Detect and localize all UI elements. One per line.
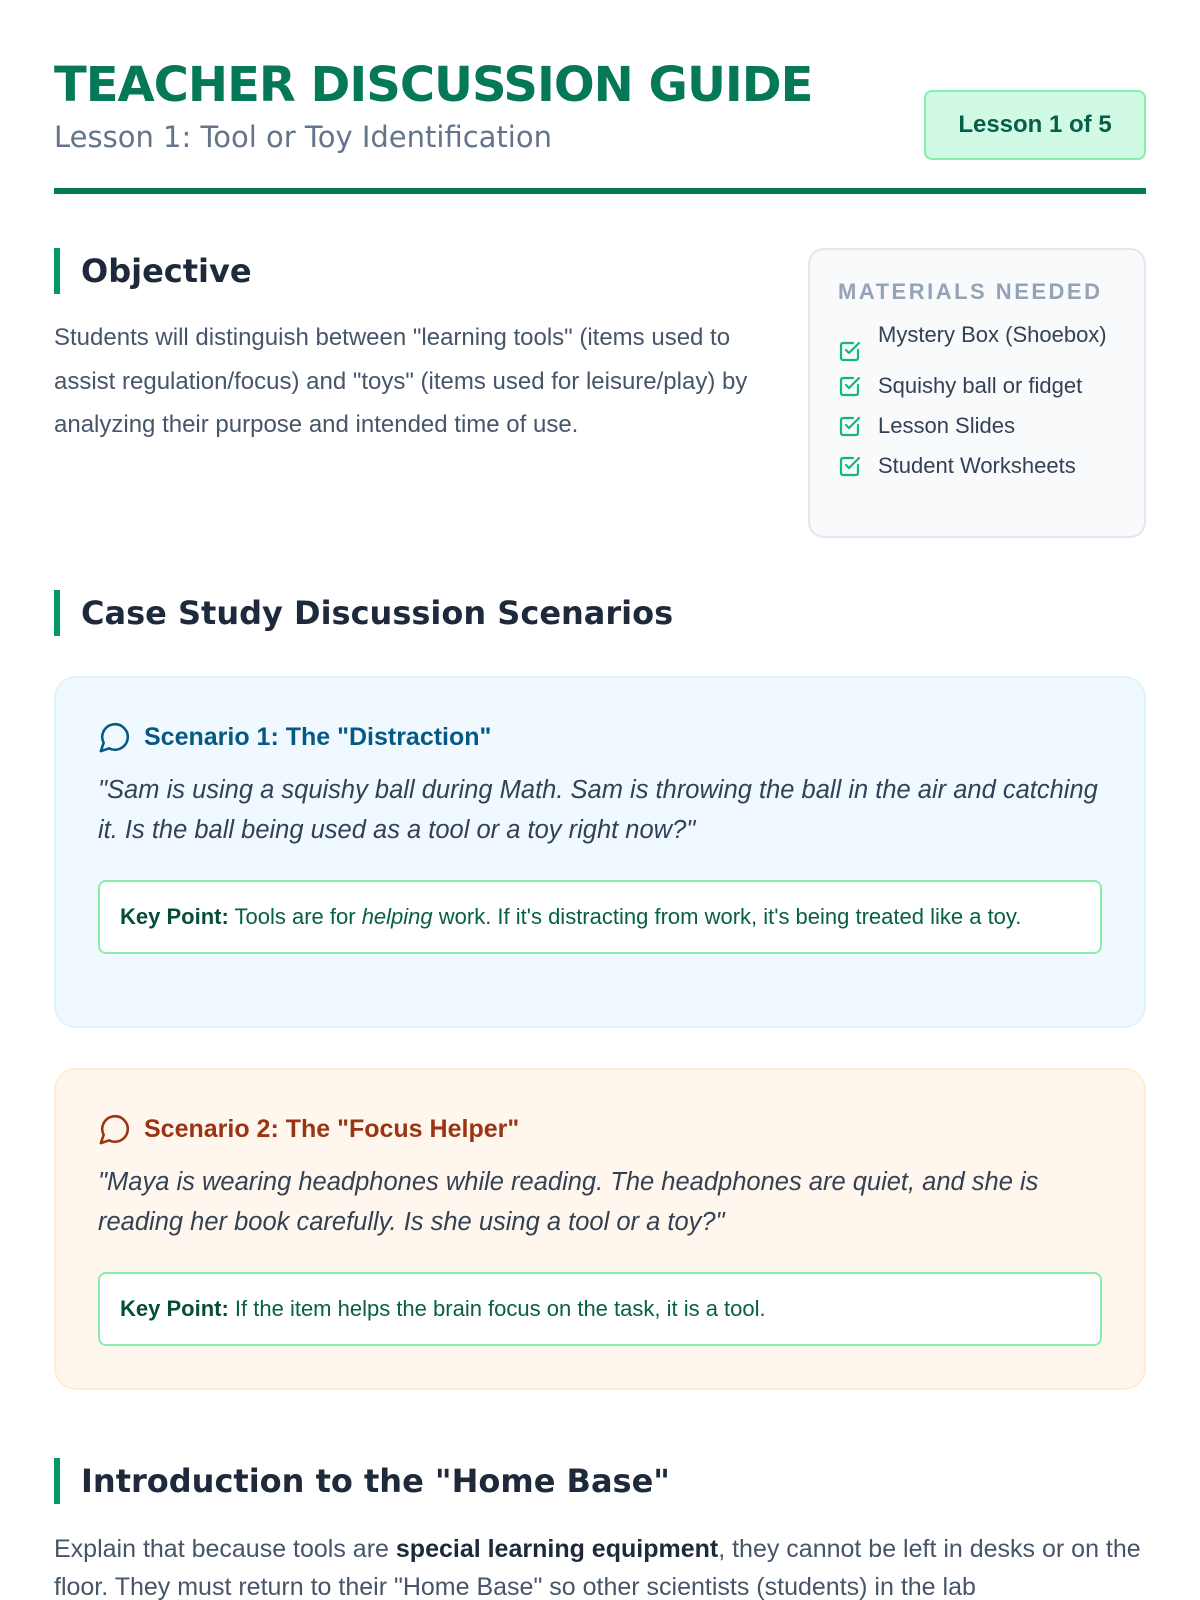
key-point-text: If the item helps the brain focus on the task, it is a tool. xyxy=(228,1296,766,1321)
checkbox-check-icon xyxy=(838,454,862,478)
key-point-label: Key Point: xyxy=(120,904,229,929)
key-point-text: Tools are for xyxy=(228,904,362,929)
case-study-heading: Case Study Discussion Scenarios xyxy=(54,590,1146,636)
objective-column xyxy=(54,248,754,447)
materials-item xyxy=(838,409,1118,443)
materials-item-label: Student Worksheets xyxy=(878,453,1076,478)
key-point-label: Key Point: xyxy=(120,1296,229,1321)
objective-text: Students will distinguish between "learning tools" (items used to assist regulation/focus) and "toys" (items used for leisure/play) by analyzing their purpose and intended time of use. xyxy=(54,324,748,438)
key-point-emphasis: helping xyxy=(361,904,433,929)
scenario-title xyxy=(98,1112,1102,1146)
home-base-text xyxy=(54,1530,1146,1600)
page-subtitle: Lesson 1: Tool or Toy Identification xyxy=(54,120,552,154)
home-base-heading: Introduction to the "Home Base" xyxy=(54,1458,1146,1504)
home-base-text-end: , they cannot be left in desks or on the floor. They must return to their "Home Base" so other scientists (students) in the lab xyxy=(54,1535,1141,1600)
scenario-quote: "Sam is using a squishy ball during Math. Sam is throwing the ball in the air and catching it. Is the ball being used as a tool or a toy right now?" xyxy=(98,776,1098,844)
checkbox-check-icon xyxy=(838,374,862,398)
materials-item-label: Squishy ball or fidget xyxy=(878,373,1083,398)
key-point-box xyxy=(98,880,1102,954)
scenario-title xyxy=(98,720,1102,754)
materials-item-label: Mystery Box (Shoebox) xyxy=(878,322,1107,347)
case-study-section xyxy=(54,590,1146,1390)
lesson-progress-badge: Lesson 1 of 5 xyxy=(924,90,1146,160)
materials-item-label: Lesson Slides xyxy=(878,413,1015,438)
key-point-box xyxy=(98,1272,1102,1346)
home-base-text-start: Explain that because tools are xyxy=(54,1535,396,1563)
key-point-text: work. If it's distracting from work, it's being treated like a toy. xyxy=(432,904,1022,929)
materials-title: MATERIALS NEEDED xyxy=(838,279,1103,304)
home-base-section xyxy=(54,1458,1146,1600)
scenario-quote: "Maya is wearing headphones while reading. The headphones are quiet, and she is reading her book carefully. Is she using a tool or a toy?" xyxy=(98,1168,1039,1236)
checkbox-check-icon xyxy=(838,339,862,363)
home-base-text-bold: special learning equipment xyxy=(395,1535,719,1563)
page-header xyxy=(54,0,1146,194)
page-title: TEACHER DISCUSSION GUIDE xyxy=(54,57,813,113)
chat-bubble-icon xyxy=(98,1112,132,1146)
objective-section xyxy=(54,248,1146,542)
scenario-card-1 xyxy=(54,676,1146,1028)
materials-card xyxy=(808,248,1146,538)
scenario-title-text: Scenario 2: The "Focus Helper" xyxy=(144,1115,520,1143)
scenario-title-text: Scenario 1: The "Distraction" xyxy=(144,723,492,751)
materials-item xyxy=(838,449,1118,483)
checkbox-check-icon xyxy=(838,414,862,438)
scenario-card-2 xyxy=(54,1068,1146,1390)
chat-bubble-icon xyxy=(98,720,132,754)
materials-item xyxy=(838,318,1118,363)
materials-item xyxy=(838,369,1118,403)
objective-heading: Objective xyxy=(54,248,754,294)
